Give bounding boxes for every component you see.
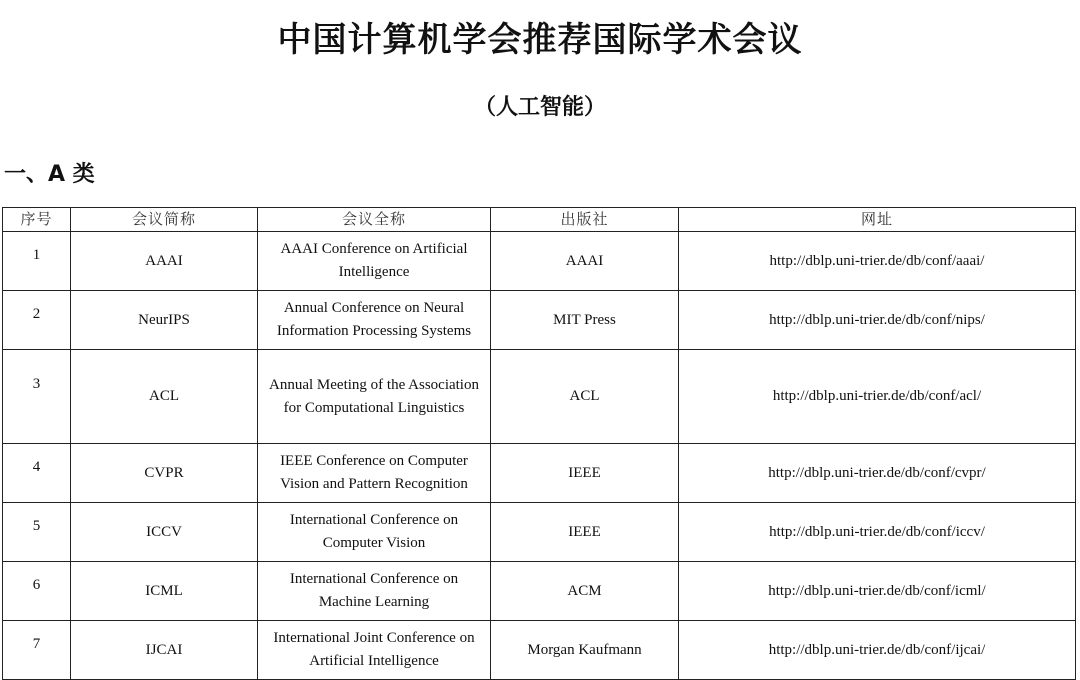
- cell-no: 7: [3, 621, 71, 680]
- cell-url: http://dblp.uni-trier.de/db/conf/aaai/: [679, 232, 1076, 291]
- cell-abbr: AAAI: [71, 232, 258, 291]
- cell-publisher: IEEE: [491, 444, 679, 503]
- cell-url: http://dblp.uni-trier.de/db/conf/nips/: [679, 291, 1076, 350]
- cell-no: 4: [3, 444, 71, 503]
- page-title: 中国计算机学会推荐国际学术会议: [277, 20, 803, 60]
- cell-no: 1: [3, 232, 71, 291]
- cell-no: 6: [3, 562, 71, 621]
- cell-abbr: CVPR: [71, 444, 258, 503]
- section-heading: 一、A 类: [4, 162, 95, 187]
- cell-no: 3: [3, 350, 71, 444]
- cell-abbr: ICML: [71, 562, 258, 621]
- header-full-name: 会议全称: [258, 208, 491, 232]
- header-url: 网址: [679, 208, 1076, 232]
- table-row: [3, 621, 1076, 680]
- page-subtitle: （人工智能）: [473, 95, 606, 120]
- table-row: [3, 562, 1076, 621]
- cell-full-name: IEEE Conference on Computer Vision and Pattern Recognition: [258, 444, 491, 503]
- cell-full-name: International Conference on Computer Vision: [258, 503, 491, 562]
- cell-publisher: Morgan Kaufmann: [491, 621, 679, 680]
- cell-publisher: AAAI: [491, 232, 679, 291]
- table-row: [3, 232, 1076, 291]
- cell-url: http://dblp.uni-trier.de/db/conf/cvpr/: [679, 444, 1076, 503]
- table-row: [3, 444, 1076, 503]
- header-publisher: 出版社: [491, 208, 679, 232]
- conference-table: [2, 207, 1076, 680]
- cell-publisher: IEEE: [491, 503, 679, 562]
- cell-full-name: Annual Conference on Neural Information Processing Systems: [258, 291, 491, 350]
- table-row: [3, 503, 1076, 562]
- cell-abbr: NeurIPS: [71, 291, 258, 350]
- cell-full-name: Annual Meeting of the Association for Computational Linguistics: [258, 350, 491, 444]
- cell-full-name: AAAI Conference on Artificial Intelligence: [258, 232, 491, 291]
- table-header-row: [3, 208, 1076, 232]
- header-no: 序号: [3, 208, 71, 232]
- cell-url: http://dblp.uni-trier.de/db/conf/acl/: [679, 350, 1076, 444]
- cell-abbr: ICCV: [71, 503, 258, 562]
- header-abbr: 会议简称: [71, 208, 258, 232]
- cell-url: http://dblp.uni-trier.de/db/conf/iccv/: [679, 503, 1076, 562]
- cell-full-name: International Joint Conference on Artificial Intelligence: [258, 621, 491, 680]
- cell-publisher: MIT Press: [491, 291, 679, 350]
- cell-no: 5: [3, 503, 71, 562]
- table-row: [3, 291, 1076, 350]
- cell-url: http://dblp.uni-trier.de/db/conf/ijcai/: [679, 621, 1076, 680]
- cell-url: http://dblp.uni-trier.de/db/conf/icml/: [679, 562, 1076, 621]
- cell-abbr: ACL: [71, 350, 258, 444]
- cell-abbr: IJCAI: [71, 621, 258, 680]
- table-row: [3, 350, 1076, 444]
- cell-publisher: ACM: [491, 562, 679, 621]
- cell-no: 2: [3, 291, 71, 350]
- cell-full-name: International Conference on Machine Learning: [258, 562, 491, 621]
- cell-publisher: ACL: [491, 350, 679, 444]
